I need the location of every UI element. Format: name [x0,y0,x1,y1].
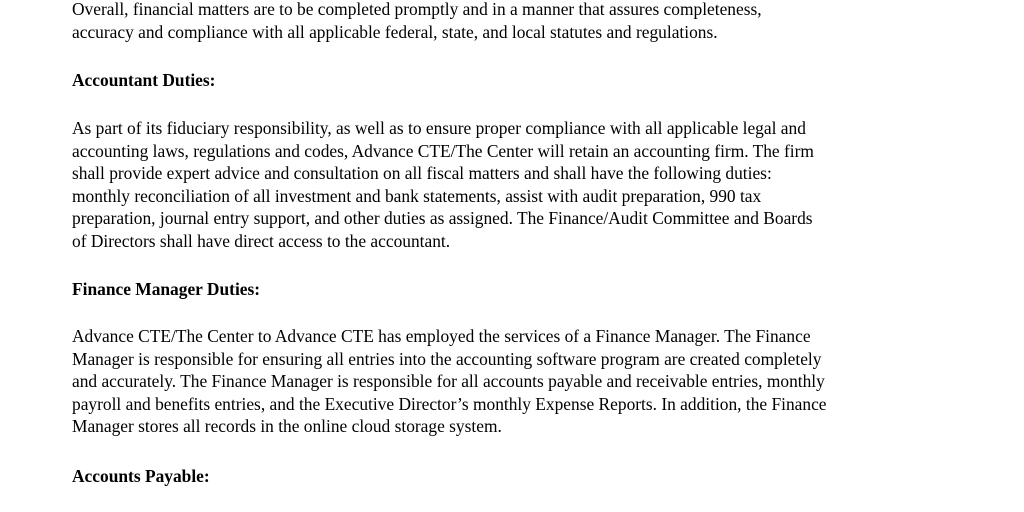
paragraph-line: As part of its fiduciary responsibility, as well as to ensure proper compliance with all applicable legal and [72,118,806,138]
paragraph-line: of Directors shall have direct access to the accountant. [72,230,451,251]
accountant-duties-heading: Accountant Duties: [72,70,216,90]
paragraph-line: monthly reconciliation of all investment and bank statements, assist with audit preparation, 990 tax [72,185,762,206]
paragraph-line: accounting laws, regulations and codes, Advance CTE/The Center will retain an accounting firm. The firm [72,140,814,161]
accountant-duties-paragraph [72,117,814,253]
finance-manager-duties-paragraph [72,325,827,438]
paragraph-line: shall provide expert advice and consultation on all fiscal matters and shall have the following duties: [72,163,772,184]
paragraph-line: payroll and benefits entries, and the Executive Director’s monthly Expense Reports. In addition, the Finance [72,393,827,414]
finance-manager-duties-heading: Finance Manager Duties: [72,279,261,299]
paragraph-line: Overall, financial matters are to be completed promptly and in a manner that assures completeness, [72,0,762,19]
paragraph-line: and accurately. The Finance Manager is responsible for all accounts payable and receivable entries, monthly [72,371,825,392]
paragraph-line: Manager is responsible for ensuring all entries into the accounting software program are created completely [72,348,822,369]
paragraph-line: accuracy and compliance with all applicable federal, state, and local statutes and regulations. [72,21,718,42]
paragraph-line: Manager stores all records in the online cloud storage system. [72,416,502,437]
intro-paragraph [72,0,762,43]
paragraph-line: Advance CTE/The Center to Advance CTE has employed the services of a Finance Manager. The Finance [72,326,811,346]
accounts-payable-heading: Accounts Payable: [72,466,210,486]
paragraph-line: preparation, journal entry support, and other duties as assigned. The Finance/Audit Committee and Boards [72,208,813,229]
